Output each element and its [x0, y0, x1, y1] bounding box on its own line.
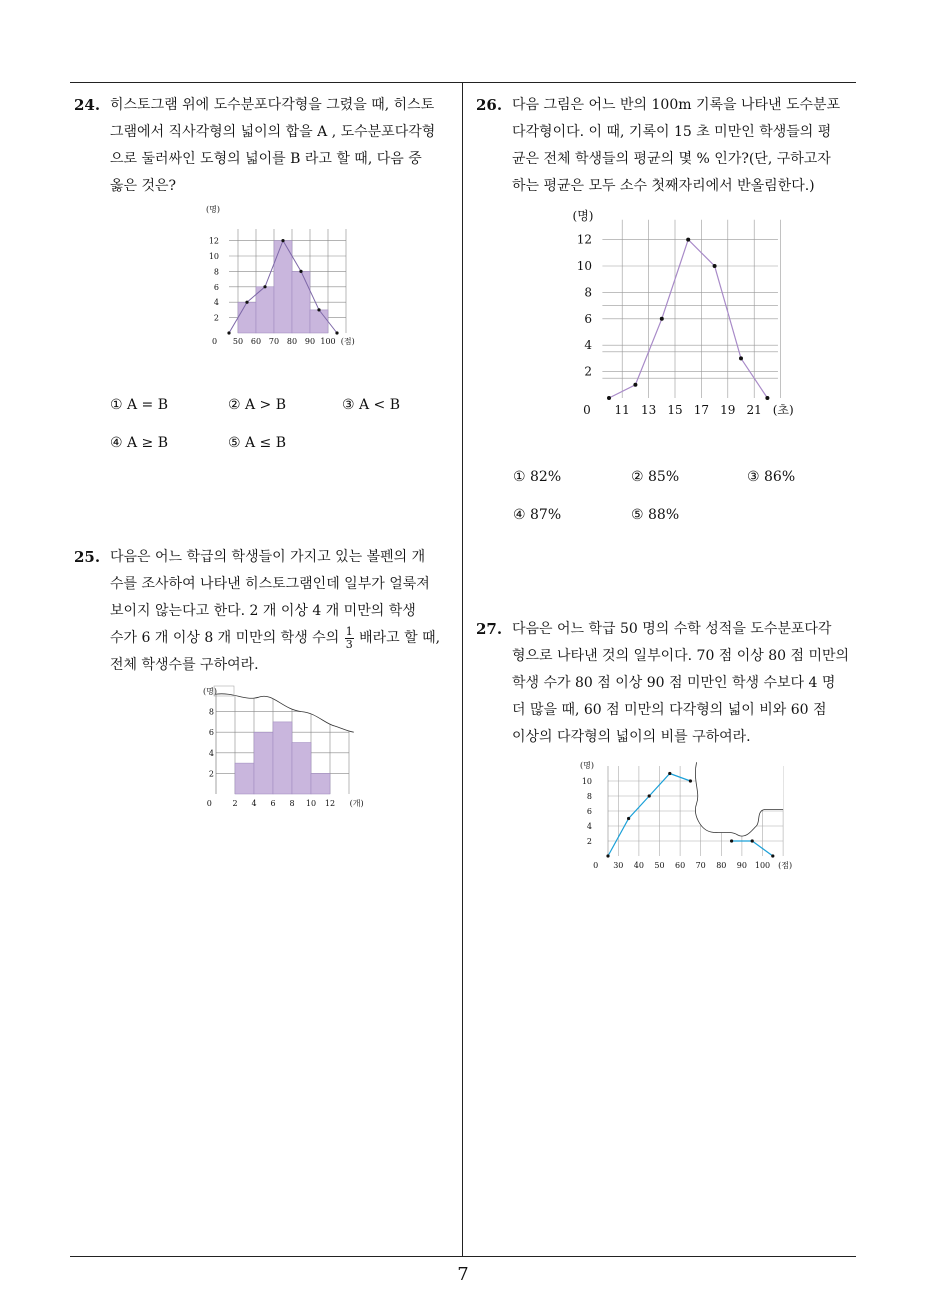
x-tick-label: 21	[746, 403, 762, 417]
y-tick-label: 6	[208, 728, 214, 738]
x-tick-label: 4	[251, 799, 257, 808]
histogram-bar	[274, 241, 292, 333]
x-tick-label: 70	[268, 337, 280, 346]
y-tick-label: 6	[584, 311, 592, 326]
y-tick-label: 4	[208, 748, 214, 758]
polygon-point	[751, 839, 754, 842]
problem-line: 하는 평균은 모두 소수 첫째자리에서 반올림한다.)	[512, 178, 815, 194]
histogram-bar	[311, 773, 330, 794]
stain-mask	[695, 756, 783, 836]
y-tick-label: 12	[576, 232, 592, 247]
polygon-point	[660, 317, 664, 321]
problem-27	[476, 616, 866, 751]
histogram-bar	[254, 732, 273, 794]
fraction-numerator: 1	[345, 624, 353, 638]
x-tick-label: 80	[286, 337, 298, 346]
y-tick-label: 8	[208, 707, 214, 717]
polygon-point	[281, 239, 284, 242]
histogram-bar	[235, 763, 254, 794]
choice-3[interactable]: ③ A < B	[342, 397, 401, 413]
histogram-bar	[292, 271, 310, 333]
y-axis-label: (명)	[572, 209, 594, 223]
histogram-polygon-chart	[195, 200, 365, 350]
choice-4[interactable]: ④ 87%	[513, 507, 562, 523]
x-tick-label: 80	[716, 861, 727, 870]
y-tick-label: 6	[213, 282, 219, 292]
x-tick-label: 0	[206, 799, 212, 808]
x-tick-label: 90	[304, 337, 316, 346]
x-tick-label: 60	[250, 337, 262, 346]
y-tick-label: 10	[576, 259, 592, 273]
problem-25	[74, 544, 464, 679]
x-axis-label: (점)	[778, 861, 793, 870]
x-tick-label: 10	[305, 799, 317, 808]
bottom-rule	[70, 1256, 856, 1257]
y-tick-label: 2	[586, 837, 592, 846]
problem-number: 25.	[74, 548, 101, 566]
y-axis-label: (명)	[203, 687, 217, 696]
problem-number: 27.	[476, 620, 503, 638]
polygon-point	[689, 779, 692, 782]
fraction	[345, 626, 354, 651]
x-axis-label: (개)	[349, 799, 364, 808]
x-tick-label: 30	[613, 861, 624, 870]
y-tick-label: 12	[208, 236, 219, 246]
problem-number: 24.	[74, 96, 101, 114]
x-tick-label: 19	[720, 403, 736, 417]
obscured-polygon-chart	[576, 756, 796, 876]
histogram-bar	[310, 310, 328, 333]
problem-line: 보이지 않는다고 한다. 2 개 이상 4 개 미만의 학생	[110, 603, 416, 619]
problem-line: 으로 둘러싸인 도형의 넓이를 B 라고 할 때, 다음 중	[110, 151, 422, 167]
x-tick-label: 0	[212, 337, 218, 346]
polygon-point	[227, 331, 230, 334]
polygon-point	[668, 772, 671, 775]
problem-line: 다음은 어느 학급 50 명의 수학 성적을 도수분포다각	[512, 621, 832, 637]
polygon-point	[627, 817, 630, 820]
choice-3[interactable]: ③ 86%	[747, 469, 796, 485]
polygon-point	[686, 238, 690, 242]
problem-line: 균은 전체 학생들의 평균의 몇 % 인가?(단, 구하고자	[512, 151, 831, 167]
histogram-bar	[238, 302, 256, 333]
problem-line: 전체 학생수를 구하여라.	[110, 657, 259, 673]
fraction-denominator: 3	[345, 637, 353, 651]
y-tick-label: 10	[581, 777, 592, 786]
problem-text	[110, 544, 464, 679]
histogram-bar	[273, 722, 292, 794]
choice-5[interactable]: ⑤ 88%	[631, 507, 680, 523]
polygon-point	[335, 331, 338, 334]
problem-line: 형으로 나타낸 것의 일부이다. 70 점 이상 80 점 미만의	[512, 648, 850, 664]
polygon-point	[606, 854, 609, 857]
choice-4[interactable]: ④ A ≥ B	[110, 435, 169, 451]
x-tick-label: 6	[270, 799, 276, 808]
y-tick-label: 10	[208, 252, 219, 261]
histogram-bar	[256, 287, 274, 333]
polygon-point	[263, 285, 266, 288]
x-tick-label: 40	[633, 861, 644, 870]
top-rule	[70, 82, 856, 83]
x-tick-label: 0	[593, 861, 599, 870]
choice-1[interactable]: ① A = B	[110, 397, 169, 413]
problem-line: 다음은 어느 학급의 학생들이 가지고 있는 볼펜의 개	[110, 549, 426, 565]
problem-text-fragment: 배라고 할 때,	[354, 630, 441, 646]
x-tick-label: 0	[583, 403, 591, 417]
y-tick-label: 8	[584, 285, 592, 300]
x-tick-label: 60	[675, 861, 686, 870]
problem-line: 다각형이다. 이 때, 기록이 15 초 미만인 학생들의 평	[512, 124, 832, 140]
x-tick-label: 50	[654, 861, 665, 870]
polygon-point	[299, 270, 302, 273]
choice-1[interactable]: ① 82%	[513, 469, 562, 485]
x-tick-label: 2	[232, 799, 238, 808]
problem-line: 더 많을 때, 60 점 미만의 다각형의 넓이 비와 60 점	[512, 702, 827, 718]
x-tick-label: 100	[320, 337, 336, 346]
x-tick-label: 50	[232, 337, 244, 346]
problem-text	[512, 92, 866, 200]
problem-24	[74, 92, 464, 200]
polygon-point	[633, 383, 637, 387]
y-tick-label: 4	[584, 338, 592, 353]
problem-text	[512, 616, 866, 751]
polygon-point	[317, 308, 320, 311]
frequency-polygon-chart	[565, 200, 815, 428]
polygon-point	[730, 839, 733, 842]
polygon-point	[771, 854, 774, 857]
y-tick-label: 2	[584, 364, 592, 379]
y-tick-label: 4	[586, 822, 592, 831]
x-tick-label: 15	[667, 403, 683, 417]
problem-line: 그램에서 직사각형의 넓이의 합을 A , 도수분포다각형	[110, 124, 436, 140]
problem-line: 수를 조사하여 나타낸 히스토그램인데 일부가 얼룩져	[110, 576, 430, 592]
polygon-point	[739, 356, 743, 360]
polygon-point	[648, 794, 651, 797]
problem-text-fragment: 수가 6 개 이상 8 개 미만의 학생 수의	[110, 630, 344, 646]
y-axis-label: (명)	[206, 205, 220, 214]
y-tick-label: 6	[586, 807, 592, 816]
x-tick-label: 70	[695, 861, 706, 870]
polygon-point	[607, 396, 611, 400]
y-tick-label: 2	[208, 769, 214, 779]
problem-26	[476, 92, 866, 200]
problem-line: 학생 수가 80 점 이상 90 점 미만인 학생 수보다 4 명	[512, 675, 836, 691]
problem-line	[110, 625, 464, 652]
problem-line: 히스토그램 위에 도수분포다각형을 그렸을 때, 히스토	[110, 97, 435, 113]
y-tick-label: 8	[213, 267, 219, 277]
x-tick-label: 8	[289, 799, 295, 808]
x-tick-label: 13	[640, 403, 657, 417]
obscured-histogram-chart	[196, 684, 366, 814]
polygon-point	[245, 301, 248, 304]
x-tick-label: 11	[614, 403, 630, 417]
x-tick-label: 17	[693, 403, 710, 417]
x-axis-label: (점)	[340, 337, 355, 346]
polygon-line	[732, 841, 773, 856]
x-axis-label: (초)	[772, 403, 794, 417]
choice-2[interactable]: ② A > B	[228, 397, 287, 413]
choice-2[interactable]: ② 85%	[631, 469, 680, 485]
page-number: 7	[457, 1264, 469, 1285]
x-tick-label: 12	[324, 799, 336, 808]
polygon-point	[713, 264, 717, 268]
x-tick-label: 90	[736, 861, 747, 870]
y-tick-label: 2	[213, 313, 219, 323]
polygon-line	[608, 774, 690, 857]
polygon-point	[765, 396, 769, 400]
problem-line: 옳은 것은?	[110, 178, 177, 194]
y-axis-label: (명)	[580, 761, 594, 770]
problem-line: 다음 그림은 어느 반의 100m 기록을 나타낸 도수분포	[512, 97, 841, 113]
problem-text	[110, 92, 464, 200]
x-tick-label: 100	[754, 861, 771, 870]
problem-number: 26.	[476, 96, 503, 114]
y-tick-label: 8	[586, 792, 592, 801]
problem-line: 이상의 다각형의 넓이의 비를 구하여라.	[512, 729, 751, 745]
y-tick-label: 4	[213, 298, 219, 308]
histogram-bar	[292, 743, 311, 795]
choice-5[interactable]: ⑤ A ≤ B	[228, 435, 287, 451]
